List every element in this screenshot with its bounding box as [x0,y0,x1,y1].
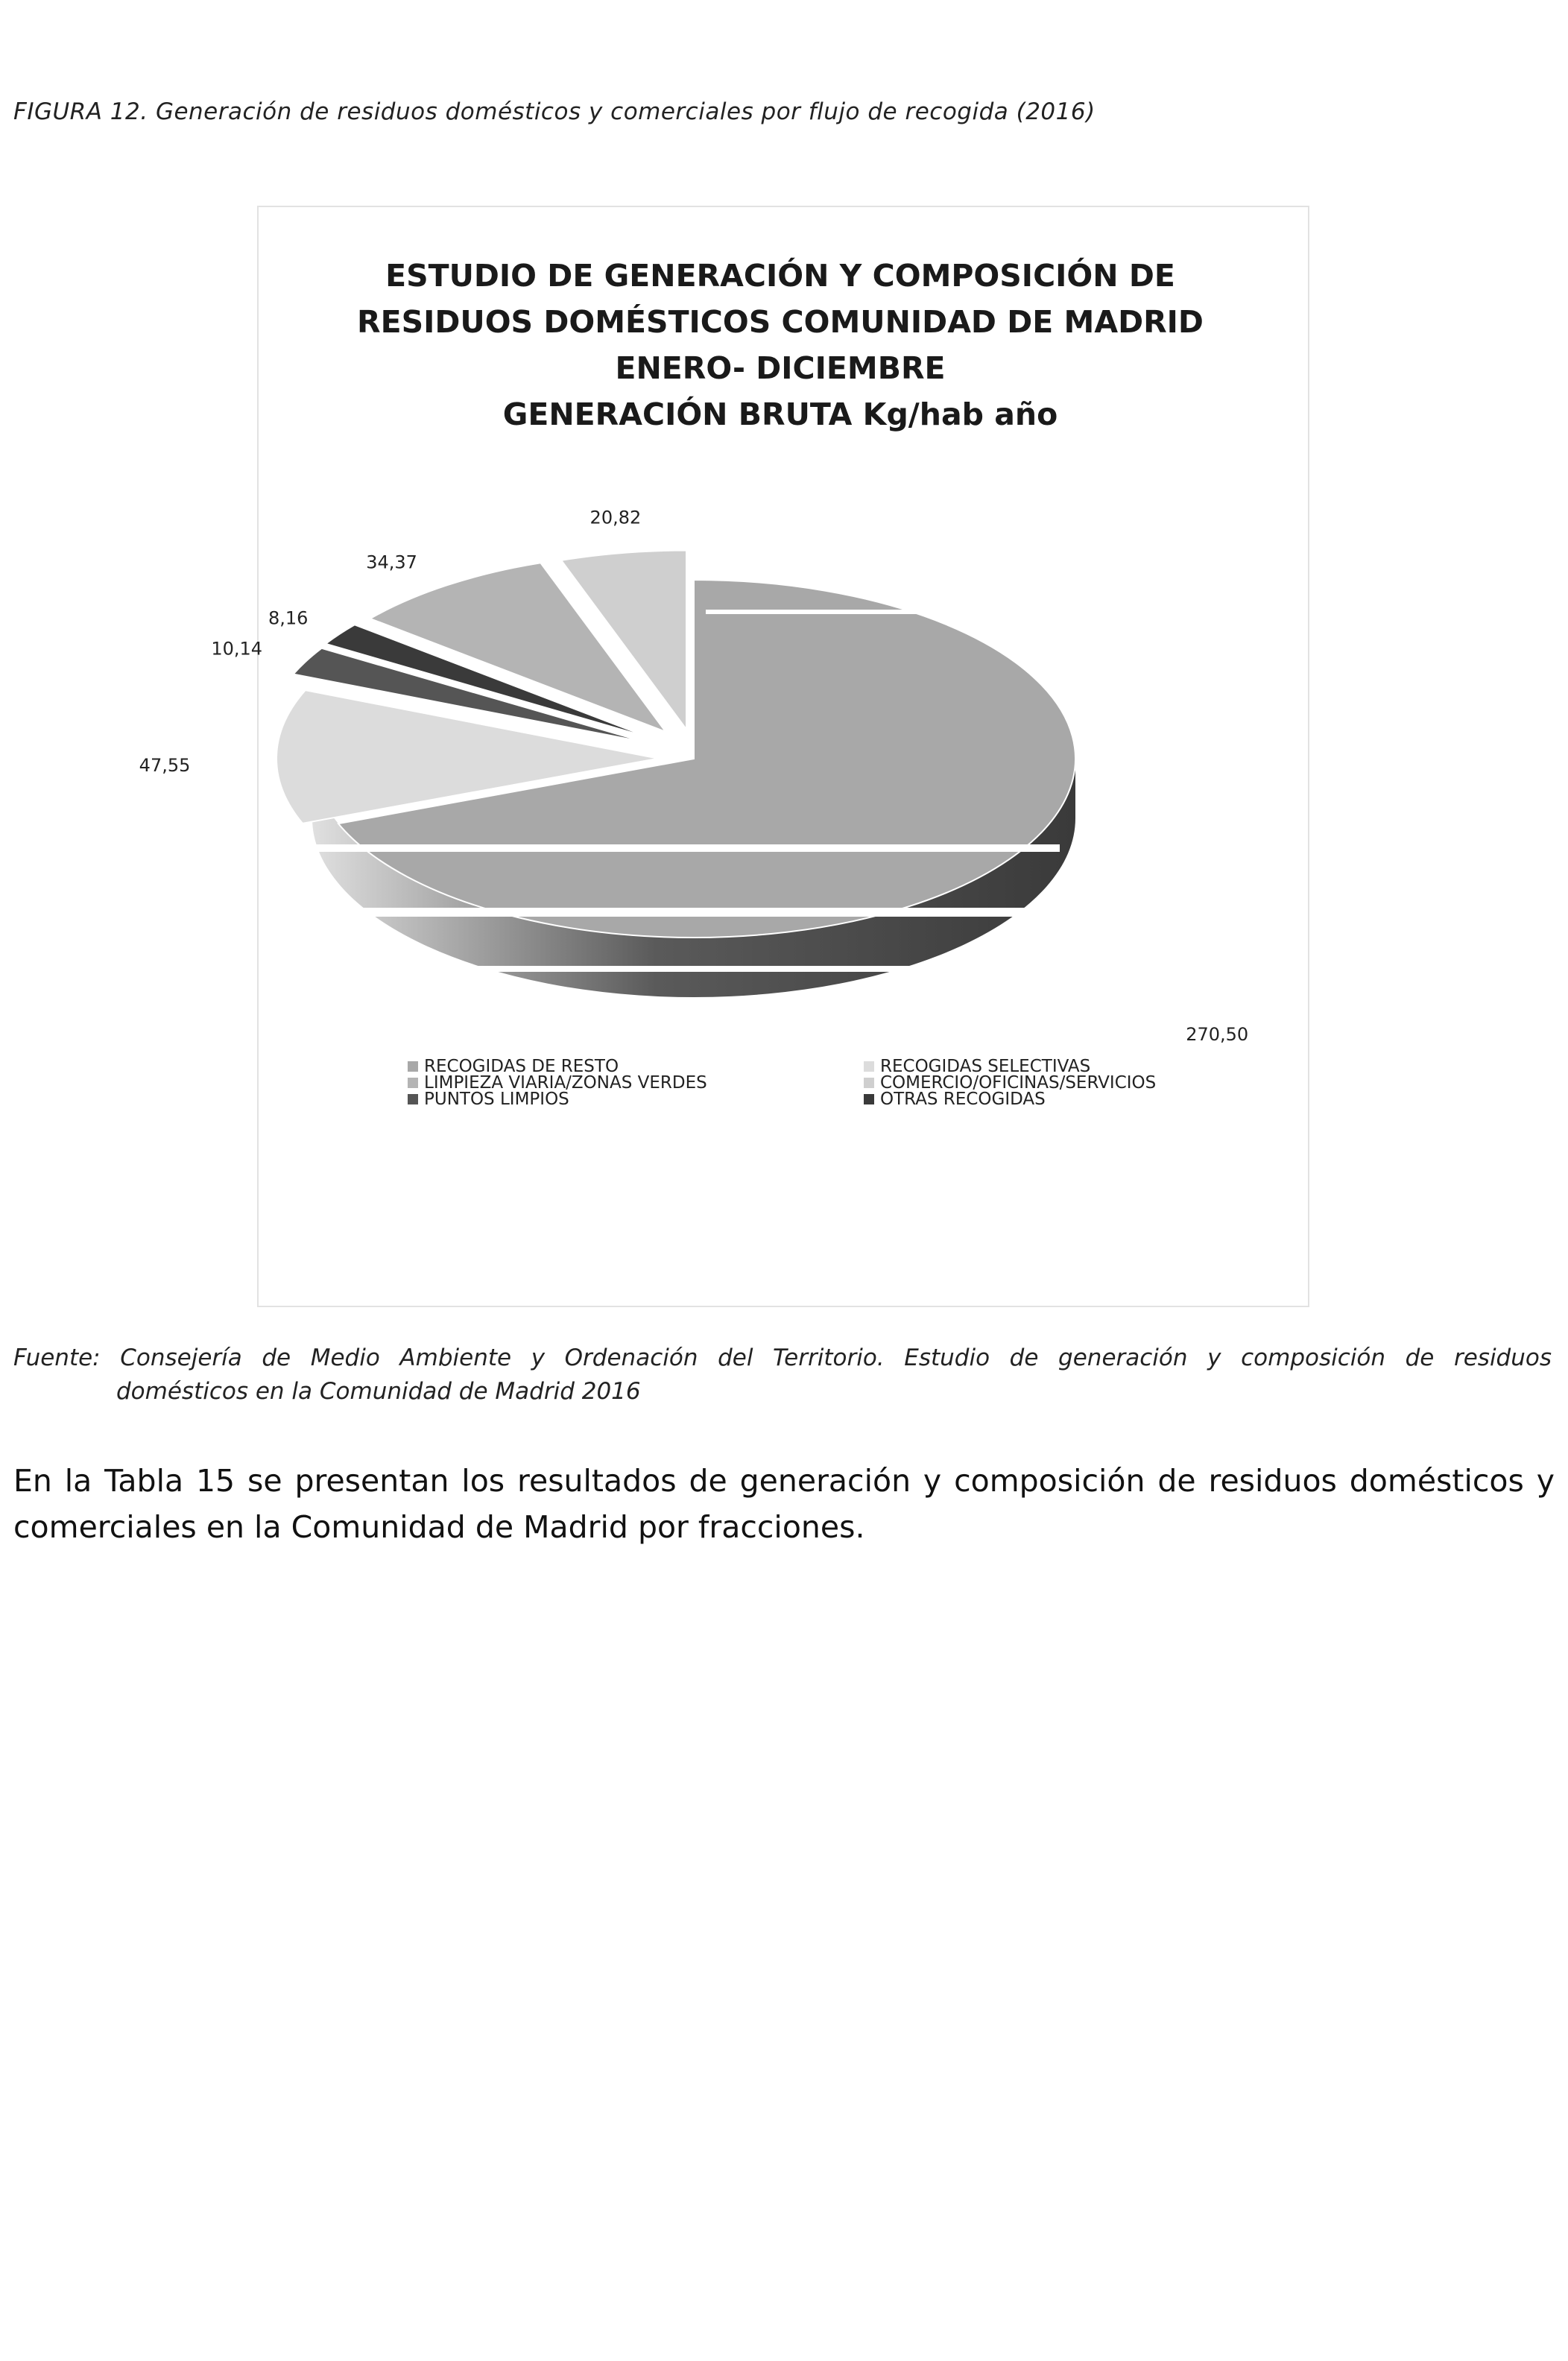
chart-title-line-3: ENERO- DICIEMBRE [615,350,946,386]
figure-source [13,1341,1552,1409]
data-label-3: 10,14 [211,638,263,660]
legend-swatch-4 [864,1094,874,1104]
legend-swatch-2 [864,1061,874,1072]
legend-swatch-6 [864,1078,874,1088]
pie-chart-frame [139,206,1309,1307]
source-line-1: Fuente: Consejería de Medio Ambiente y Ordenación del Territorio. Estudio de generación y composición de residuos [13,1344,1552,1371]
data-label-4: 8,16 [268,607,309,629]
legend-label-6: COMERCIO/OFICINAS/SERVICIOS [880,1073,1157,1093]
data-label-1: 270,50 [1186,1024,1249,1046]
chart-title [357,258,1204,432]
figure-caption: FIGURA 12. Generación de residuos domésticos y comerciales por flujo de recogida (2016) [13,98,1096,125]
legend-swatch-5 [408,1078,418,1088]
source-line-2: domésticos en la Comunidad de Madrid 2016 [116,1377,641,1405]
legend-label-2: RECOGIDAS SELECTIVAS [880,1057,1091,1076]
chart-title-line-4: GENERACIÓN BRUTA Kg/hab año [502,396,1058,432]
data-label-5: 34,37 [366,551,417,573]
legend-label-5: LIMPIEZA VIARIA/ZONAS VERDES [424,1073,707,1093]
legend-label-3: PUNTOS LIMPIOS [424,1090,569,1109]
legend-label-1: RECOGIDAS DE RESTO [424,1057,619,1076]
data-label-2: 47,55 [139,754,191,776]
pie-chart [139,207,1308,1306]
body-paragraph: En la Tabla 15 se presentan los resultados de generación y composición de residuos domésticos y comerciales en la Comunidad de Madrid por fracciones. [13,1463,1555,1546]
legend-swatch-3 [408,1094,418,1104]
chart-title-line-2: RESIDUOS DOMÉSTICOS COMUNIDAD DE MADRID [357,304,1204,340]
data-label-6: 20,82 [589,507,642,528]
legend-swatch-1 [408,1061,418,1072]
legend-label-4: OTRAS RECOGIDAS [880,1090,1046,1109]
chart-title-line-1: ESTUDIO DE GENERACIÓN Y COMPOSICIÓN DE [385,258,1175,294]
